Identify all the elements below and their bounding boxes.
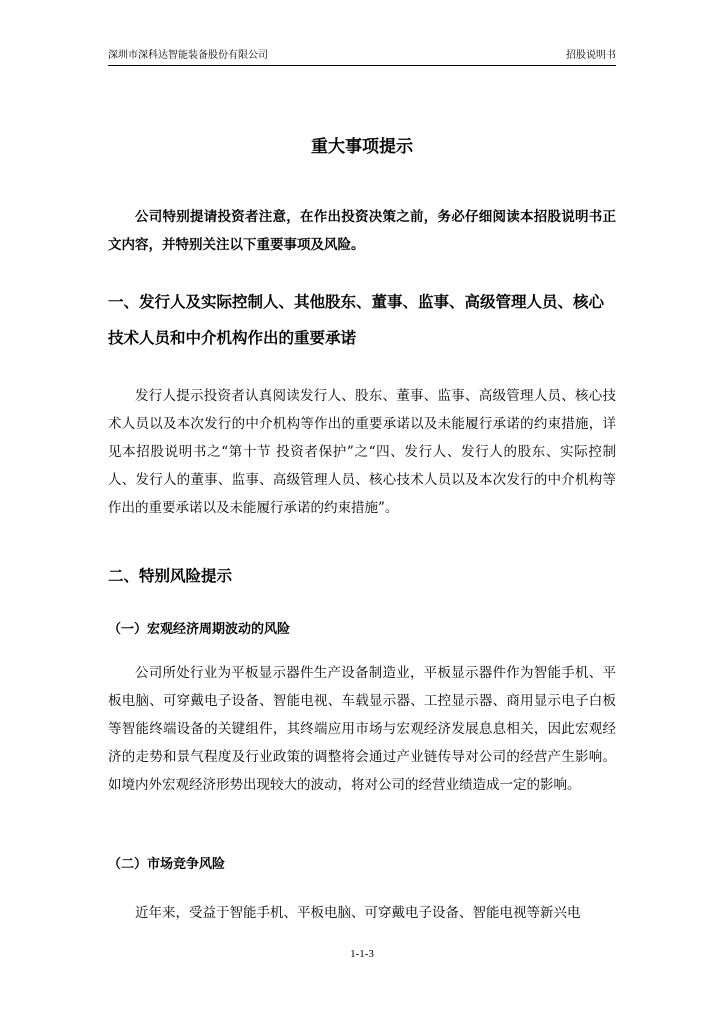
intro-paragraph: 公司特别提请投资者注意，在作出投资决策之前，务必仔细阅读本招股说明书正文内容，并特别关注以下重要事项及风险。 xyxy=(108,209,616,253)
page-title: 重大事项提示 xyxy=(311,137,413,157)
subsection2-heading: （二）市场竞争风险 xyxy=(108,857,226,872)
section1-heading: 一、发行人及实际控制人、其他股东、董事、监事、高级管理人员、核心技术人员和中介机构作出的重要承诺 xyxy=(108,293,605,347)
page-header xyxy=(108,49,616,66)
section1-body: 发行人提示投资者认真阅读发行人、股东、董事、监事、高级管理人员、核心技术人员以及本次发行的中介机构等作出的重要承诺以及未能履行承诺的约束措施，详见本招股说明书之“第十节 投资者保护”之“四、发行人、发行人的股东、实际控制人、发行人的董事、监事、高级管理人员、核心技术人员以及本次发行的中介机构等作出的重要承诺以及未能履行承诺的约束措施”。 xyxy=(108,388,616,516)
section2-heading: 二、特别风险提示 xyxy=(108,567,233,585)
page-number: 1-1-3 xyxy=(350,948,374,960)
subsection1-heading: （一）宏观经济周期波动的风险 xyxy=(108,622,291,637)
header-company: 深圳市深科达智能装备股份有限公司 xyxy=(108,50,268,61)
header-doc-type: 招股说明书 xyxy=(566,50,616,61)
subsection1-body: 公司所处行业为平板显示器件生产设备制造业，平板显示器件作为智能手机、平板电脑、可穿戴电子设备、智能电视、车载显示器、工控显示器、商用显示电子白板等智能终端设备的关键组件，其终端应用市场与宏观经济发展息息相关，因此宏观经济的走势和景气程度及行业政策的调整将会通过产业链传导对公司的经营产生影响。如境内外宏观经济形势出现较大的波动，将对公司的经营业绩造成一定的影响。 xyxy=(108,665,616,793)
subsection2-body: 近年来，受益于智能手机、平板电脑、可穿戴电子设备、智能电视等新兴电 xyxy=(135,905,581,921)
